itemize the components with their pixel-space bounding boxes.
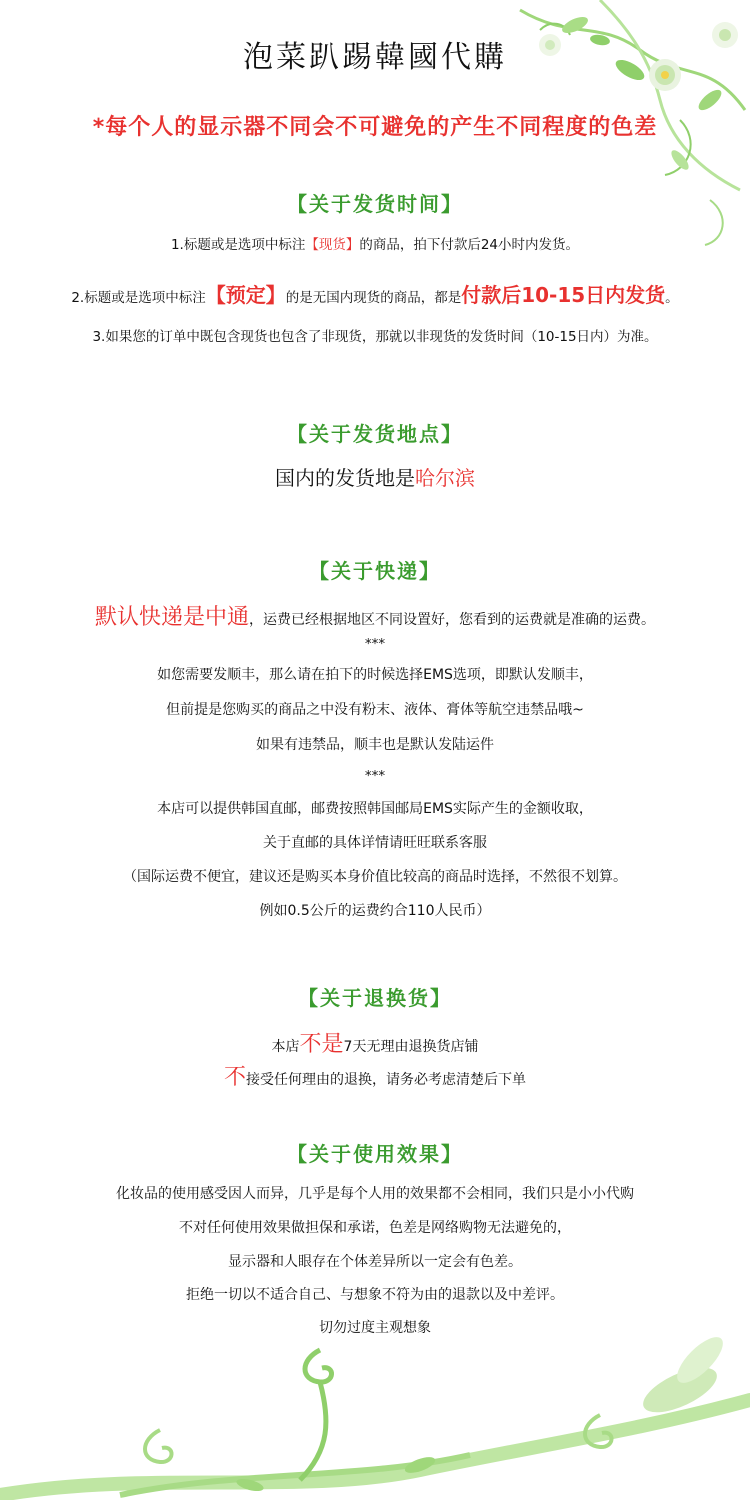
heading-shipping-time: 【关于发货时间】 [287,192,463,216]
default-courier: 默认快递是中通 [94,605,249,630]
shipping-place-text [0,462,750,491]
shipping-place-city: 哈尔滨 [415,466,475,490]
item2-ship-window: 付款后10-15日内发货 [461,283,666,307]
shipping-time-item-2 [0,279,750,308]
effects-line-3: 显示器和人眼存在个体差异所以一定会有色差。 [228,1254,522,1270]
returns-line-1 [0,1027,750,1058]
returns-line-2 [0,1060,750,1091]
returns-line-2-b: 接受任何理由的退换，请务必考虑清楚后下单 [246,1072,526,1088]
returns-line-1-a: 本店 [271,1039,300,1055]
effects-line-4: 拒绝一切以不适合自己、与想象不符为由的退款以及中差评。 [186,1287,564,1303]
shipping-time-item-3: 3.如果您的订单中既包含现货也包含了非现货，那就以非现货的发货时间（10-15日内）为准。 [92,329,658,345]
courier-line-7: （国际运费不便宜，建议还是购买本身价值比较高的商品时选择，不然很不划算。 [123,869,627,885]
item2-text-e: 。 [665,290,679,306]
courier-line-6: 关于直邮的具体详情请旺旺联系客服 [263,835,487,851]
courier-separator-2: *** [364,768,386,784]
effects-line-2: 不对任何使用效果做担保和承诺，色差是网络购物无法避免的， [179,1220,571,1236]
shipping-time-item-1 [0,233,750,253]
item2-preorder-tag: 【预定】 [205,283,286,307]
returns-no-emphasis: 不 [223,1065,246,1090]
heading-courier: 【关于快递】 [309,559,441,583]
item2-text-c: 的是无国内现货的商品，都是 [285,290,462,306]
courier-separator-1: *** [364,636,386,652]
heading-returns: 【关于退换货】 [298,986,452,1010]
courier-line-1-rest: ，运费已经根据地区不同设置好，您看到的运费就是准确的运费。 [249,612,655,628]
courier-line-4: 如果有违禁品，顺丰也是默认发陆运件 [256,737,494,753]
courier-line-2: 如您需要发顺丰，那么请在拍下的时候选择EMS选项，即默认发顺丰， [157,667,593,683]
effects-line-5: 切勿过度主观想象 [319,1320,431,1336]
courier-line-8: 例如0.5公斤的运费约合110人民币） [259,903,491,919]
returns-not-emphasis: 不是 [299,1032,344,1057]
courier-line-3: 但前提是您购买的商品之中没有粉末、液体、膏体等航空违禁品哦~ [166,702,584,718]
item1-text-c: 的商品，拍下付款后24小时内发货。 [359,237,580,253]
courier-line-1 [0,600,750,631]
page-title: 泡菜趴踢韓國代購 [243,40,507,75]
item2-text-a: 2.标题或是选项中标注 [71,290,206,306]
courier-line-5: 本店可以提供韩国直邮，邮费按照韩国邮局EMS实际产生的金额收取， [157,801,593,817]
item1-in-stock-tag: 【现货】 [305,237,360,253]
heading-effects: 【关于使用效果】 [287,1142,463,1166]
swirl-vine-decoration-icon [0,1320,750,1500]
color-difference-warning: *每个人的显示器不同会不可避免的产生不同程度的色差 [92,115,658,140]
returns-line-1-c: 7天无理由退换货店铺 [343,1039,479,1055]
heading-shipping-place: 【关于发货地点】 [287,422,463,446]
item1-text-a: 1.标题或是选项中标注 [170,237,306,253]
effects-line-1: 化妆品的使用感受因人而异，几乎是每个人用的效果都不会相同，我们只是小小代购 [116,1186,634,1202]
shipping-place-label: 国内的发货地是 [275,466,415,490]
